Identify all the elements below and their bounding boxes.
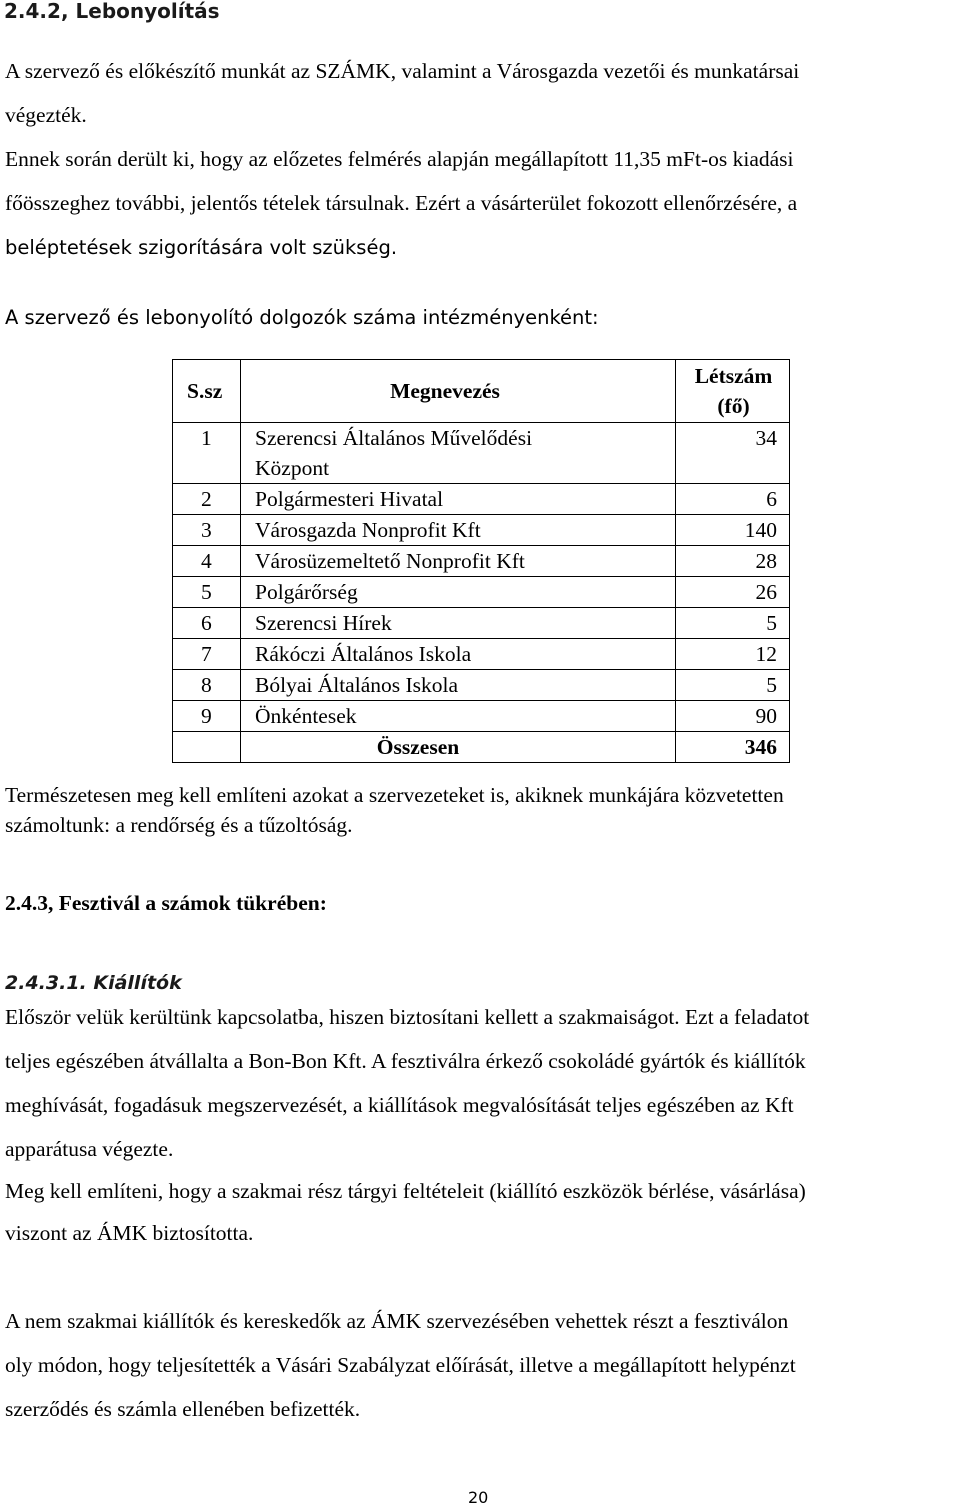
paragraph-merchants-line-3: szerződés és számla ellenében befizették. [5,1397,361,1421]
paragraph-merchants-line-1: A nem szakmai kiállítók és kereskedők az ÁMK szervezésében vehettek részt a fesztiválon [5,1309,789,1333]
total-empty-cell [173,732,241,763]
row-number: 5 [173,577,241,608]
total-count: 346 [676,732,790,763]
row-name-line-1: Szerencsi Általános Művelődési [255,426,533,450]
row-name: Városgazda Nonprofit Kft [241,515,676,546]
row-name: Rákóczi Általános Iskola [241,639,676,670]
paragraph-exhibitors-line-4: apparátusa végezte. [5,1137,174,1161]
row-number: 1 [173,423,241,484]
paragraph-equipment-line-1: Meg kell említeni, hogy a szakmai rész tárgyi feltételeit (kiállító eszközök bérlése, vásárlása) [5,1179,806,1203]
page-number: 20 [468,1488,489,1507]
paragraph-costs-line-1: Ennek során derült ki, hogy az előzetes felmérés alapján megállapított 11,35 mFt-os kiadási [5,147,794,171]
row-number: 9 [173,701,241,732]
row-count: 34 [676,423,790,484]
row-count: 5 [676,608,790,639]
table-row [173,577,790,608]
paragraph-exhibitors-line-2: teljes egészében átvállalta a Bon-Bon Kft. A fesztiválra érkező csokoládé gyártók és kiállítók [5,1049,806,1073]
paragraph-exhibitors-line-1: Először velük kerültünk kapcsolatba, hiszen biztosítani kellett a szakmaiságot. Ezt a feladatot [5,1005,810,1029]
row-name: Önkéntesek [241,701,676,732]
row-count: 28 [676,546,790,577]
row-name-line-2: Központ [255,456,330,480]
table-row [173,670,790,701]
row-count: 26 [676,577,790,608]
paragraph-merchants-line-2: oly módon, hogy teljesítették a Vásári Szabályzat előírását, illetve a megállapított helypénzt [5,1353,796,1377]
row-name [241,423,676,484]
table-row [173,515,790,546]
row-number: 2 [173,484,241,515]
row-number: 8 [173,670,241,701]
table-caption: A szervező és lebonyolító dolgozók száma intézményenként: [5,306,599,329]
table-row [173,639,790,670]
header-serial-number: S.sz [173,360,241,423]
row-number: 7 [173,639,241,670]
paragraph-equipment-line-2: viszont az ÁMK biztosította. [5,1221,254,1245]
row-number: 4 [173,546,241,577]
table-row [173,608,790,639]
table-row [173,423,790,484]
paragraph-indirect-line-2: számoltunk: a rendőrség és a tűzoltóság. [5,813,353,837]
row-number: 3 [173,515,241,546]
row-count: 5 [676,670,790,701]
header-headcount-line-2: (fő) [717,394,750,418]
row-count: 90 [676,701,790,732]
table-header-row [173,360,790,423]
row-name: Városüzemeltető Nonprofit Kft [241,546,676,577]
table-total-row [173,732,790,763]
paragraph-organizers-line-2: végezték. [5,103,87,127]
row-count: 12 [676,639,790,670]
row-name: Polgármesteri Hivatal [241,484,676,515]
table-row [173,701,790,732]
total-label: Összesen [241,732,676,763]
row-count: 140 [676,515,790,546]
row-name: Polgárőrség [241,577,676,608]
paragraph-exhibitors-line-3: meghívását, fogadásuk megszervezését, a kiállítások megvalósítását teljes egészében az Kft [5,1093,794,1117]
header-headcount-line-1: Létszám [694,364,773,388]
paragraph-costs-line-3: beléptetések szigorítására volt szükség. [5,236,398,259]
staff-table [172,359,790,763]
paragraph-costs-line-2: főösszeghez további, jelentős tételek társulnak. Ezért a vásárterület fokozott ellenőrzésére, a [5,191,798,215]
header-name: Megnevezés [241,360,676,423]
table-row [173,484,790,515]
section-heading-2-4-2: 2.4.2, Lebonyolítás [4,0,220,23]
row-name: Bólyai Általános Iskola [241,670,676,701]
table-row [173,546,790,577]
section-heading-2-4-3: 2.4.3, Fesztivál a számok tükrében: [5,891,327,915]
paragraph-indirect-line-1: Természetesen meg kell említeni azokat a szervezeteket is, akiknek munkájára közvetetten [5,783,784,807]
section-heading-2-4-3-1: 2.4.3.1. Kiállítók [5,972,182,994]
row-number: 6 [173,608,241,639]
row-count: 6 [676,484,790,515]
paragraph-organizers-line-1: A szervező és előkészítő munkát az SZÁMK, valamint a Városgazda vezetői és munkatársai [5,59,800,83]
header-headcount [676,360,790,423]
row-name: Szerencsi Hírek [241,608,676,639]
